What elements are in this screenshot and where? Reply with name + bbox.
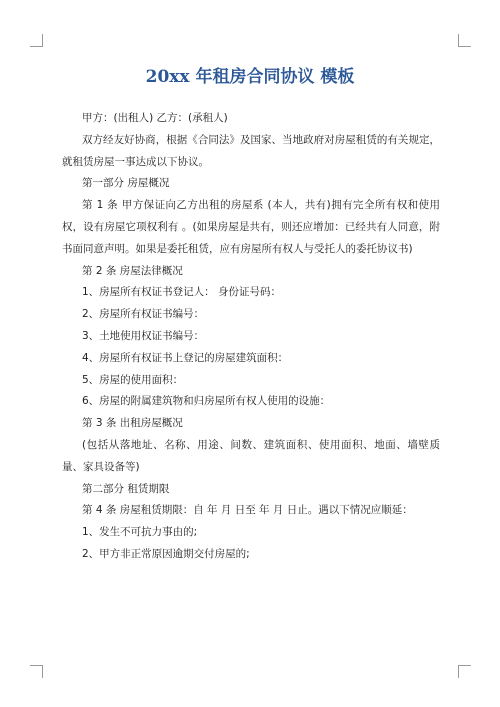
article-paragraph: 第 1 条 甲方保证向乙方出租的房屋系 (本人，共有)拥有完全所有权和使用权，设有房屋它项权利有 。(如果房屋是共有，则还应增加：已经共有人同意，附书面同意声明。如果是委托租赁，应有房屋所有权人与受托人的委托协议书) — [62, 199, 440, 255]
list-item: 1、房屋所有权证书登记人： 身份证号码： — [82, 286, 282, 299]
crop-mark-bottom-right — [458, 665, 471, 678]
section-heading: 第二部分 租赁期限 — [82, 482, 170, 495]
list-item: 6、房屋的附属建筑物和归房屋所有权人使用的设施： — [82, 395, 331, 408]
parties-line: 甲方：(出租人) 乙方：(承租人) — [82, 112, 228, 124]
crop-mark-top-right — [458, 34, 471, 47]
list-item: 3、土地使用权证书编号： — [82, 329, 205, 342]
section-heading: 第一部分 房屋概况 — [82, 177, 170, 190]
crop-mark-top-left — [30, 34, 43, 47]
intro-paragraph: 双方经友好协商，根据《合同法》及国家、当地政府对房屋租赁的有关规定，就租赁房屋一事达成以下协议。 — [62, 133, 440, 168]
document-body — [62, 108, 440, 566]
article-paragraph: (包括从落地址、名称、用途、间数、建筑面积、使用面积、地面、墙壁质量、家具设备等) — [62, 438, 440, 473]
list-item: 1、发生不可抗力事由的; — [82, 526, 198, 539]
list-item: 2、甲方非正常原因逾期交付房屋的; — [82, 547, 250, 560]
list-item: 4、房屋所有权证书上登记的房屋建筑面积： — [82, 351, 289, 364]
article-paragraph: 第 4 条 房屋租赁期限：自 年 月 日至 年 月 日止。遇以下情况应顺延： — [82, 504, 413, 517]
list-item: 2、房屋所有权证书编号： — [82, 308, 205, 321]
list-item: 5、房屋的使用面积： — [82, 373, 184, 386]
document-title: 20xx 年租房合同协议 模板 — [145, 67, 355, 87]
article-heading: 第 2 条 房屋法律概况 — [82, 264, 183, 277]
article-heading: 第 3 条 出租房屋概况 — [82, 417, 183, 430]
crop-mark-bottom-left — [30, 665, 43, 678]
